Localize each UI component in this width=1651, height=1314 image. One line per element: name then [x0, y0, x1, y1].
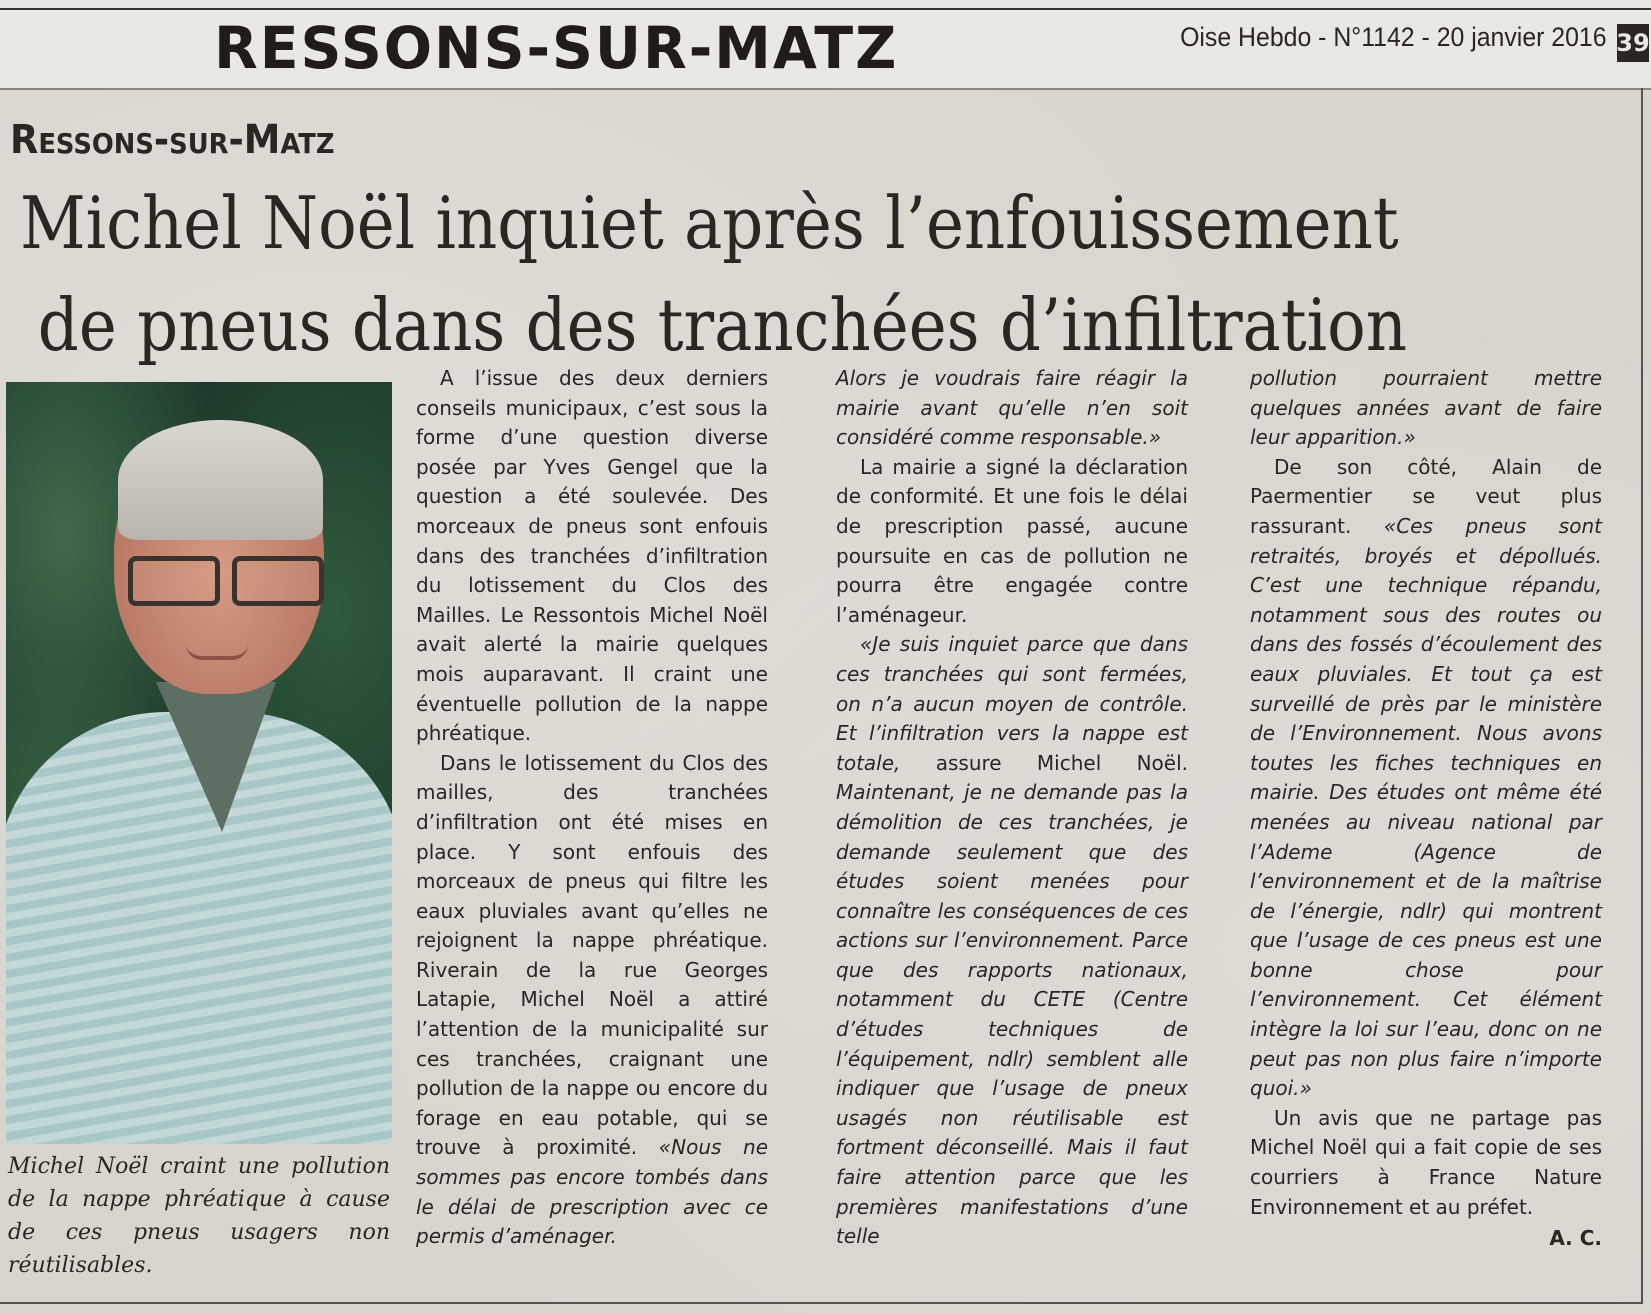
glasses: [128, 556, 324, 600]
paragraph: [836, 453, 1188, 631]
article-top-rule: [0, 88, 1651, 90]
paragraph: [836, 630, 1188, 1251]
article-column-3: [1250, 364, 1602, 1254]
paragraph: [1250, 1104, 1602, 1222]
lens-right: [232, 556, 324, 606]
headline-line-1: Michel Noël inquiet après l’enfouissement: [20, 181, 1399, 265]
smile: [186, 644, 248, 660]
portrait-photo: [6, 382, 392, 1144]
quote-text: Alors je voudrais faire réagir la mairie avant qu’elle n’en soit considéré comme responsable.»: [836, 366, 1188, 450]
publication-info: Oise Hebdo - N°1142 - 20 janvier 2016: [1180, 22, 1607, 52]
paragraph: [416, 749, 768, 1252]
paragraph: [1250, 364, 1602, 453]
quote-text: «Ces pneus sont retraités, broyés et dépollués. C’est une technique répandu, notamment sous des routes ou dans des fossés d’écoulement des eaux pluviales. Et tout ça est surveillé de près par le ministère de l’Environnement. Nous avons toutes les fiches techniques en mairie. Des études ont même été menées au niveau national par l’Ademe (Agence de l’environnement et de la maîtrise de l’énergie, ndlr) qui montrent que l’usage de ces pneus est une bonne chose pour l’environnement. Cet élément intègre la loi sur l’eau, donc on ne peut pas non plus faire n’importe quoi.»: [1250, 513, 1602, 1101]
article-headline: [20, 172, 1462, 376]
quote-text: «Nous ne sommes pas encore tombés dans le délai de prescription avec ce permis d’aménager.: [416, 1135, 768, 1249]
quote-text: Maintenant, je ne demande pas la démolition de ces tranchées, je demande seulement que des études soient menées pour connaître les conséquences de ces actions sur l’environnement. Parce que des rapports nationaux, notamment du CETE (Centre d’études techniques de l’équipement, ndlr) semblent alle indiquer que l’usage de pneux usagés non réutilisable est fortment déconseillé. Mais il faut faire attention parce que les premières manifestations d’une telle: [836, 780, 1188, 1249]
section-title: RESSONS-SUR-MATZ: [214, 14, 899, 82]
paragraph-text: Dans le lotissement du Clos des mailles, des tranchées d’infiltration ont été mises en place. Y sont enfouis des morceaux de pneus qui filtre les eaux pluviales avant qu’elles ne rejoignent la nappe phréatique. Riverain de la rue Georges Latapie, Michel Noël a attiré l’attention de la municipalité sur ces tranchées, craignant une pollution de la nappe ou encore du forage en eau potable, qui se trouve à proximité.: [416, 750, 768, 1160]
paragraph-text: La mairie a signé la déclaration de conformité. Et une fois le délai de prescription passé, aucune poursuite en cas de pollution ne pourra être engagée contre l’aménageur.: [836, 454, 1188, 627]
author-signature: A. C.: [1549, 1226, 1602, 1251]
article-kicker: Ressons-sur-Matz: [10, 117, 335, 163]
article-column-1: [416, 364, 768, 1252]
photo-caption: Michel Noël craint une pollution de la nappe phréatique à cause de ces pneus usagers non réutilisables.: [8, 1154, 390, 1278]
article-border-right: [1641, 88, 1643, 1303]
hair: [118, 420, 323, 540]
paragraph-text: Un avis que ne partage pas Michel Noël qui a fait copie de ses courriers à France Nature Environnement et au préfet.: [1250, 1105, 1602, 1219]
paragraph: [416, 364, 768, 749]
quote-text: «Je suis inquiet parce que dans ces tranchées qui sont fermées, on n’a aucun moyen de contrôle. Et l’infiltration vers la nappe est totale,: [836, 632, 1188, 775]
article: [0, 88, 1651, 1314]
attribution-text: assure Michel Noël.: [900, 750, 1188, 775]
page-number-badge: 39: [1617, 24, 1649, 62]
lens-left: [128, 556, 220, 606]
paragraph: [836, 364, 1188, 453]
paragraph-text: De son côté, Alain de Paermentier se veut plus rassurant.: [1250, 454, 1602, 538]
paragraph: [1250, 453, 1602, 1104]
page-header: [0, 0, 1651, 88]
paragraph-text: A l’issue des deux derniers conseils municipaux, c’est sous la forme d’une question diverse posée par Yves Gengel que la question a été soulevée. Des morceaux de pneus sont enfouis dans des tranchées d’infiltration du lotissement du Clos des Mailles. Le Ressontois Michel Noël avait alerté la mairie quelques mois auparavant. Il craint une éventuelle pollution de la nappe phréatique.: [416, 366, 768, 746]
headline-line-2: de pneus dans des tranchées d’infiltration: [37, 283, 1407, 367]
article-border-bottom: [0, 1302, 1643, 1304]
header-rule: [0, 8, 1651, 10]
article-column-2: [836, 364, 1188, 1252]
quote-text: pollution pourraient mettre quelques années avant de faire leur apparition.»: [1250, 366, 1602, 450]
